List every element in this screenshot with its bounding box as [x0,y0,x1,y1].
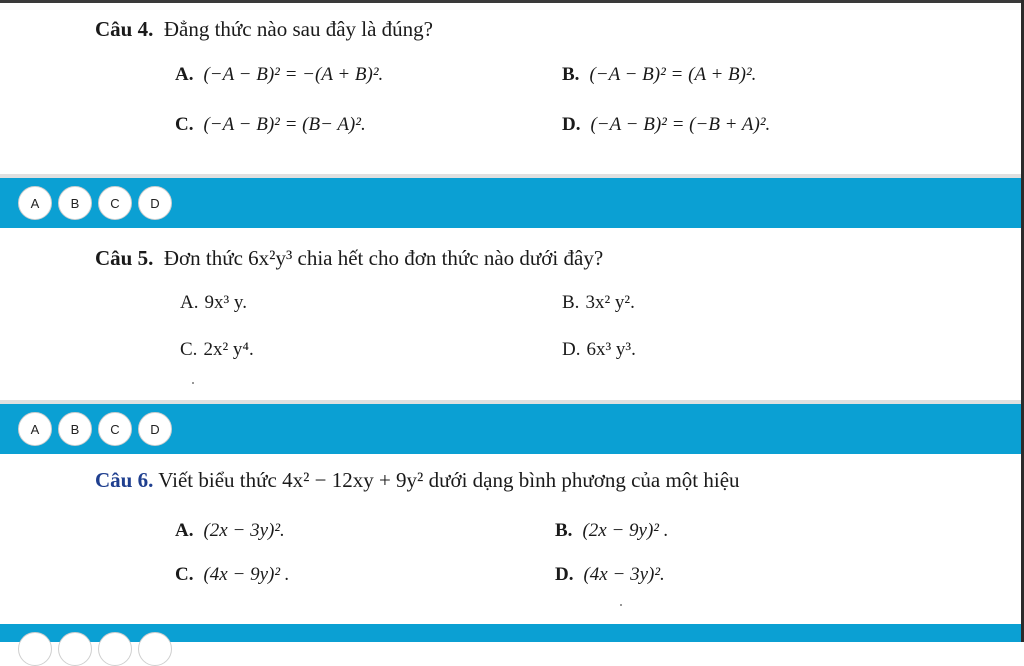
option-label: C. [175,564,194,585]
answer-choice-a[interactable] [18,632,52,666]
question-6-title [95,468,740,493]
answer-band-q6 [0,624,1021,642]
answer-choice-c[interactable]: C [98,186,132,220]
option-label: B. [555,520,573,541]
q5-option-a [180,292,247,314]
q5-option-c [180,339,254,361]
answer-choice-a[interactable]: A [18,186,52,220]
q6-option-b [555,520,668,542]
question-4-label: Câu 4. [95,17,154,41]
stray-dot [192,382,194,384]
question-6-label: Câu 6. [95,468,154,492]
question-5-title [95,246,603,271]
answer-choice-a[interactable]: A [18,412,52,446]
q4-option-a [175,64,383,86]
option-expression: (4x − 3y)². [583,564,665,585]
option-expression: (−A − B)² = (A + B)². [589,64,757,85]
answer-choice-c[interactable]: C [98,412,132,446]
q4-option-c [175,114,366,136]
q6-option-d [555,564,665,586]
option-expression: (−A − B)² = (−B + A)². [590,114,771,135]
q6-option-c [175,564,290,586]
window-top-border [0,0,1024,3]
option-label: C. [180,339,198,360]
option-expression: (−A − B)² = −(A + B)². [203,64,384,85]
option-label: D. [555,564,574,585]
question-4-title [95,17,433,42]
option-expression: (−A − B)² = (B− A)². [203,114,366,135]
stray-dot [620,604,622,606]
answer-choice-b[interactable]: B [58,412,92,446]
option-label: A. [180,292,199,313]
question-5-label: Câu 5. [95,246,154,270]
option-expression: 6x³ y³. [586,339,636,360]
option-expression: (2x − 9y)² . [582,520,669,541]
answer-choice-b[interactable] [58,632,92,666]
option-label: B. [562,292,580,313]
question-5-text: Đơn thức 6x²y³ chia hết cho đơn thức nào dưới đây? [163,246,604,270]
option-expression: 3x² y². [585,292,635,313]
q5-option-d [562,339,636,361]
q4-option-b [562,64,756,86]
option-expression: 9x³ y. [204,292,247,313]
answer-band-q5 [0,400,1021,454]
option-label: C. [175,114,194,135]
option-expression: 2x² y⁴. [203,339,254,360]
q6-option-a [175,520,285,542]
answer-band-q4 [0,174,1021,228]
answer-choice-c[interactable] [98,632,132,666]
option-label: D. [562,339,581,360]
option-label: B. [562,64,580,85]
answer-choice-d[interactable]: D [138,412,172,446]
option-expression: (4x − 9y)² . [203,564,290,585]
question-6-text: Viết biểu thức 4x² − 12xy + 9y² dưới dạng bình phương của một hiệu [158,468,740,492]
q4-option-d [562,114,770,136]
answer-choice-d[interactable]: D [138,186,172,220]
option-label: A. [175,520,194,541]
answer-choice-d[interactable] [138,632,172,666]
option-label: A. [175,64,194,85]
option-label: D. [562,114,581,135]
answer-choice-b[interactable]: B [58,186,92,220]
q5-option-b [562,292,635,314]
option-expression: (2x − 3y)². [203,520,285,541]
question-4-text: Đẳng thức nào sau đây là đúng? [163,17,433,41]
